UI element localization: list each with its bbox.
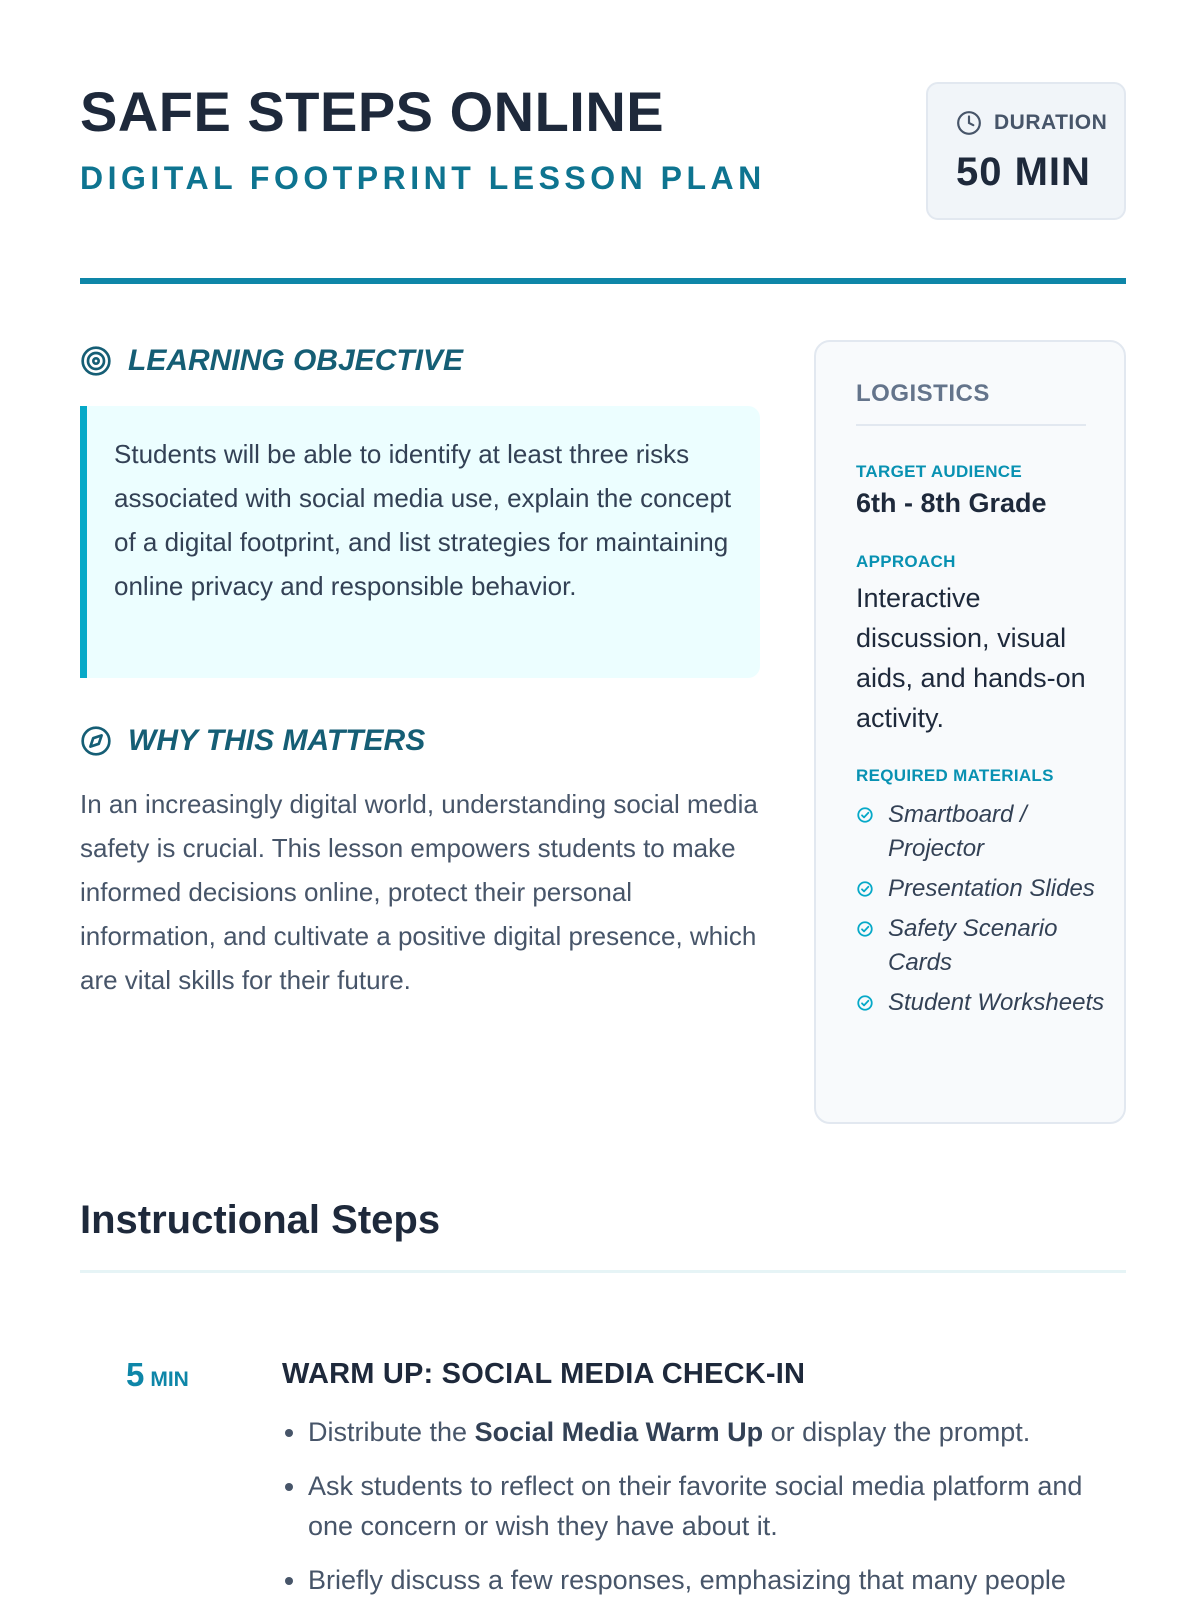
list-item xyxy=(308,1560,1126,1600)
bullet-text: Ask students to reflect on their favorite social media platform and one concern or wish they have about it. xyxy=(308,1471,1083,1541)
audience-value: 6th - 8th Grade xyxy=(856,488,1047,518)
objective-heading-text: LEARNING OBJECTIVE xyxy=(128,344,464,377)
list-item xyxy=(308,1466,1126,1546)
check-circle-icon xyxy=(856,920,874,938)
target-icon xyxy=(80,345,112,377)
compass-icon xyxy=(80,725,112,757)
materials-list xyxy=(856,798,1106,1026)
list-item xyxy=(856,986,1106,1020)
check-circle-icon xyxy=(856,880,874,898)
bullet-text-post: or display the prompt. xyxy=(763,1417,1031,1447)
audience-label: TARGET AUDIENCE xyxy=(856,462,1022,481)
material-text: Smartboard / Projector xyxy=(888,801,1027,862)
bullet-text-bold: Social Media Warm Up xyxy=(474,1417,764,1447)
approach-label: APPROACH xyxy=(856,552,956,571)
clock-icon xyxy=(956,110,982,136)
objective-heading xyxy=(80,344,463,378)
header xyxy=(80,78,1126,278)
why-text: In an increasingly digital world, understanding social media safety is crucial. This lesson empowers students to make informed decisions online, protect their personal information, and cultivate a positive digital presence, which are vital skills for their future. xyxy=(80,789,758,995)
material-text: Safety Scenario Cards xyxy=(888,915,1058,976)
check-circle-icon xyxy=(856,806,874,824)
check-circle-icon xyxy=(856,994,874,1012)
logistics-title: LOGISTICS xyxy=(856,380,1086,426)
materials-label: REQUIRED MATERIALS xyxy=(856,766,1054,785)
list-item xyxy=(856,912,1106,980)
logistics-card xyxy=(814,340,1126,1124)
objective-box: Students will be able to identify at least three risks associated with social media use, explain the concept of a digital footprint, and list strategies for maintaining online privacy and responsible behavior. xyxy=(80,406,760,678)
step-duration-value: 5 xyxy=(126,1356,145,1393)
list-item xyxy=(308,1412,1126,1452)
step-title: WARM UP: SOCIAL MEDIA CHECK-IN xyxy=(282,1358,806,1390)
steps-divider xyxy=(80,1270,1126,1273)
duration-value: 50 MIN xyxy=(956,150,1091,194)
why-heading xyxy=(80,724,425,758)
page-subtitle: DIGITAL FOOTPRINT LESSON PLAN xyxy=(80,160,766,196)
duration-label: DURATION xyxy=(994,111,1108,134)
page-title: SAFE STEPS ONLINE xyxy=(80,80,665,143)
step-duration-unit: MIN xyxy=(150,1368,189,1391)
approach-value: Interactive discussion, visual aids, and hands-on activity. xyxy=(856,583,1086,733)
why-heading-text: WHY THIS MATTERS xyxy=(128,724,426,757)
material-text: Presentation Slides xyxy=(888,875,1095,902)
bullet-text: Briefly discuss a few responses, emphasizing that many people xyxy=(308,1565,1066,1595)
list-item xyxy=(856,872,1106,906)
duration-card xyxy=(926,82,1126,220)
bullet-text-pre: Distribute the xyxy=(308,1417,475,1447)
list-item xyxy=(856,798,1106,866)
steps-title: Instructional Steps xyxy=(80,1198,441,1242)
step-bullets xyxy=(282,1412,1126,1614)
step-duration xyxy=(126,1356,189,1394)
header-divider xyxy=(80,278,1126,284)
material-text: Student Worksheets xyxy=(888,989,1105,1016)
duration-label-row xyxy=(956,110,1107,136)
